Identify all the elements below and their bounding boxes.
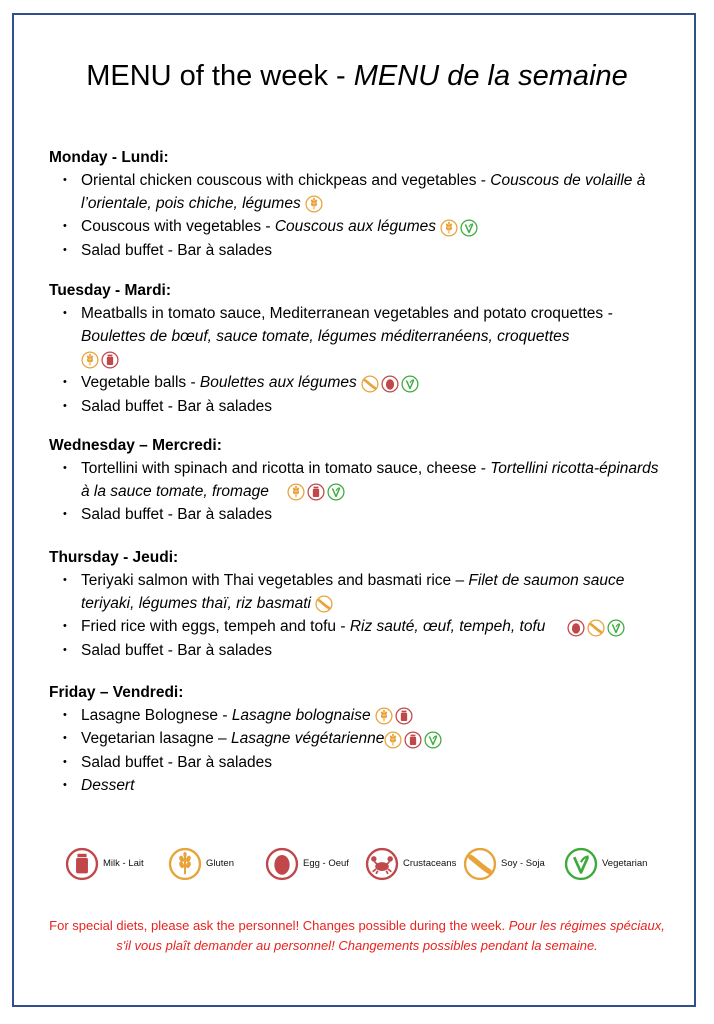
egg-icon xyxy=(567,619,585,637)
title-english: MENU of the week - xyxy=(86,60,354,92)
bullet: • xyxy=(63,243,67,256)
gluten-icon xyxy=(168,847,202,881)
bullet: • xyxy=(63,732,67,745)
bullet: • xyxy=(63,709,67,721)
gluten-icon xyxy=(384,731,402,749)
day-heading: Monday - Lundi: xyxy=(49,149,169,166)
milk-icon xyxy=(404,731,422,749)
dish-item xyxy=(49,302,669,371)
gluten-icon xyxy=(305,195,323,213)
soy-icon xyxy=(315,595,333,613)
dish-english: Salad buffet - Bar à salades xyxy=(81,241,273,259)
gluten-icon xyxy=(440,219,458,237)
gluten-icon xyxy=(81,351,99,369)
day-tuesday xyxy=(49,280,669,418)
dish-french: Filet de saumon sauce teriyaki, légumes thaï, riz basmati xyxy=(81,572,625,612)
allergen-icons xyxy=(305,192,325,215)
page-title xyxy=(0,58,714,94)
dish-list xyxy=(49,169,669,262)
soy-icon xyxy=(361,375,379,393)
dish-english: Fried rice with eggs, tempeh and tofu - xyxy=(81,618,350,636)
bullet: • xyxy=(63,307,67,319)
legend-label: Milk - Lait xyxy=(103,858,144,869)
dish-item xyxy=(49,503,669,526)
dish-item xyxy=(49,727,669,750)
dish-item xyxy=(49,457,669,503)
dish-english: Salad buffet - Bar à salades xyxy=(81,506,273,524)
day-heading: Friday – Vendredi: xyxy=(49,684,184,701)
vegetarian-icon xyxy=(327,483,345,501)
dish-french: Dessert xyxy=(81,776,135,794)
day-heading: Wednesday – Mercredi: xyxy=(49,437,222,454)
dish-english: Lasagne Bolognese - xyxy=(81,707,232,724)
milk-icon xyxy=(395,707,413,725)
egg-icon xyxy=(265,847,299,881)
milk-icon xyxy=(307,483,325,501)
bullet: • xyxy=(63,574,67,586)
legend-label: Vegetarian xyxy=(602,858,648,869)
dish-list xyxy=(49,302,669,418)
egg-icon xyxy=(381,375,399,393)
dish-french: Lasagne bolognaise xyxy=(231,707,371,724)
dish-item xyxy=(49,371,669,394)
allergen-icons xyxy=(81,348,121,371)
allergen-icons xyxy=(315,592,335,615)
allergen-icons xyxy=(287,480,347,503)
dish-item xyxy=(49,169,669,215)
dish-english: Couscous with vegetables - xyxy=(81,218,275,236)
allergen-icons xyxy=(440,216,480,239)
soy-icon xyxy=(587,619,605,637)
dish-french: Couscous de volaille à l’orientale, pois chiche, légumes xyxy=(81,172,646,212)
legend-label: Crustaceans xyxy=(403,858,457,869)
dish-english: Salad buffet - Bar à salades xyxy=(81,641,273,659)
note-english: For special diets, please ask the personnel! Changes possible during the week. xyxy=(49,918,509,933)
dish-item xyxy=(49,751,669,774)
dish-french: Couscous aux légumes xyxy=(274,218,436,236)
title-french: MENU de la semaine xyxy=(353,60,628,92)
allergen-legend xyxy=(65,845,665,885)
bullet: • xyxy=(63,174,67,186)
dish-english: Vegetarian lasagne – xyxy=(81,730,231,748)
dish-item xyxy=(49,639,669,662)
bullet: • xyxy=(63,508,67,521)
allergen-icons xyxy=(375,704,415,727)
bullet: • xyxy=(63,643,67,656)
bullet: • xyxy=(63,399,67,412)
legend-label: Soy - Soja xyxy=(501,858,545,869)
allergen-icons xyxy=(384,728,444,751)
dish-english: Oriental chicken couscous with chickpeas and vegetables - xyxy=(81,172,491,189)
dish-item xyxy=(49,615,669,638)
day-heading: Thursday - Jeudi: xyxy=(49,549,179,566)
dish-english: Meatballs in tomato sauce, Mediterranean vegetables and potato croquettes xyxy=(81,305,608,322)
dish-list xyxy=(49,457,669,526)
dish-item xyxy=(49,239,669,262)
crustaceans-icon xyxy=(365,847,399,881)
dish-english: Salad buffet - Bar à salades xyxy=(81,753,273,771)
dish-item xyxy=(49,215,669,238)
bullet: • xyxy=(63,462,67,474)
bullet: • xyxy=(63,778,67,791)
day-thursday xyxy=(49,547,669,662)
dish-item xyxy=(49,774,669,797)
vegetarian-icon xyxy=(564,847,598,881)
day-heading: Tuesday - Mardi: xyxy=(49,282,172,299)
day-friday xyxy=(49,682,669,797)
dish-english: Tortellini with spinach and ricotta in tomato sauce, cheese - xyxy=(81,460,491,477)
legend-label: Egg - Oeuf xyxy=(303,858,349,869)
milk-icon xyxy=(65,847,99,881)
dish-french: Lasagne végétarienne xyxy=(230,730,385,748)
allergen-icons xyxy=(567,616,627,639)
vegetarian-icon xyxy=(607,619,625,637)
note-french: Pour les régimes spéciaux, s'il vous plaît demander au personnel! Changements possibles pendant la semaine. xyxy=(116,918,665,953)
dish-item xyxy=(49,395,669,418)
soy-icon xyxy=(463,847,497,881)
gluten-icon xyxy=(375,707,393,725)
special-diets-note xyxy=(40,916,674,956)
vegetarian-icon xyxy=(424,731,442,749)
bullet: • xyxy=(63,376,67,389)
bullet: • xyxy=(63,620,67,633)
bullet: • xyxy=(63,220,67,233)
allergen-icons xyxy=(361,372,421,395)
dish-item xyxy=(49,704,669,727)
dish-list xyxy=(49,569,669,662)
vegetarian-icon xyxy=(460,219,478,237)
dish-english: Teriyaki salmon with Thai vegetables and basmati rice – xyxy=(81,572,469,589)
day-wednesday xyxy=(49,435,669,526)
dish-french: Tortellini ricotta-épinards à la sauce tomate, fromage xyxy=(81,460,659,500)
dish-english: Salad buffet - Bar à salades xyxy=(81,397,273,415)
vegetarian-icon xyxy=(401,375,419,393)
dish-french: Boulettes aux légumes xyxy=(199,374,357,392)
bullet: • xyxy=(63,755,67,768)
dish-french: - Boulettes de bœuf, sauce tomate, légumes méditerranéens, croquettes xyxy=(81,305,613,345)
day-monday xyxy=(49,147,669,262)
gluten-icon xyxy=(287,483,305,501)
dish-list xyxy=(49,704,669,797)
legend-label: Gluten xyxy=(206,858,234,869)
dish-french: Riz sauté, œuf, tempeh, tofu xyxy=(349,618,546,636)
milk-icon xyxy=(101,351,119,369)
dish-item xyxy=(49,569,669,615)
dish-english: Vegetable balls - xyxy=(81,374,200,392)
